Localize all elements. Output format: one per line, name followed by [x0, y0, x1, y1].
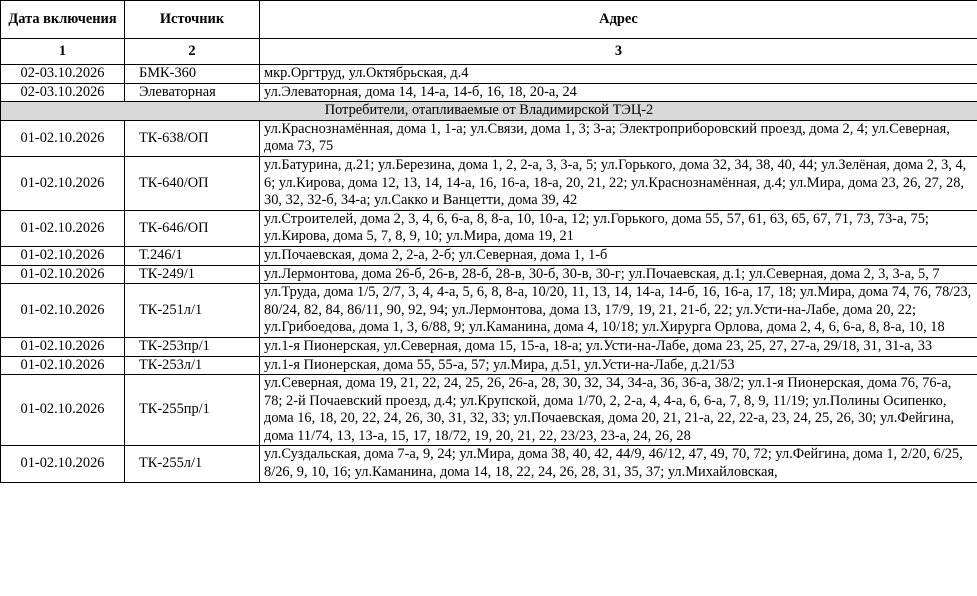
row-address: мкр.Оргтруд, ул.Октябрьская, д.4	[260, 65, 977, 84]
row-address: ул.Северная, дома 19, 21, 22, 24, 25, 26, 26-а, 28, 30, 32, 34, 34-а, 36, 36-а, 38/2; ул.1-я Пионерская, дома 76, 76-а, 78; 2-й Почаевский проезд, д.4; ул.Крупской, дома 1/70, 2, 2-а, 4, 4-а, 6, 6-а, 7, 8, 9, 11/19; ул.Полины Осипенко, дома 16, 18, 20, 22, 24, 26, 30, 31, 32, 33; ул.Почаевская, дома 20, 21, 21-а, 22, 22-а, 23, 24, 25, 26, 30; ул.Фейгина, дома 11/74, 13, 13-а, 15, 17, 18/72, 19, 20, 21, 22, 23/23, 23-а, 24, 26, 28	[260, 375, 977, 446]
row-address: ул.Труда, дома 1/5, 2/7, 3, 4, 4-а, 5, 6, 8, 8-а, 10/20, 11, 13, 14, 14-а, 14-б, 16, 16-а, 17, 18; ул.Мира, дома 74, 76, 78/23, 80/24, 82, 84, 86/11, 90, 92, 94; ул.Лермонтова, дома 13, 17/9, 19, 21, 21-б, 22; ул.Усти-на-Лабе, дома 20, 22; ул.Грибоедова, дома 1, 3, 6/88, 9; ул.Каманина, дома 4, 10/18; ул.Хирурга Орлова, дома 2, 4, 6, 6-а, 8, 8-а, 10, 18	[260, 284, 977, 338]
row-date: 01-02.10.2026	[1, 156, 125, 210]
row-source: Т.246/1	[125, 246, 260, 265]
row-source: ТК-255л/1	[125, 446, 260, 482]
header-address: Адрес	[260, 1, 977, 39]
table-row	[1, 246, 977, 265]
row-source: ТК-646/ОП	[125, 210, 260, 246]
row-address: ул.Суздальская, дома 7-а, 9, 24; ул.Мира, дома 38, 40, 42, 44/9, 46/12, 47, 49, 70, 72; ул.Фейгина, дома 1, 2/20, 6/25, 8/26, 9, 10, 16; ул.Каманина, дома 14, 18, 22, 24, 26, 28, 31, 35, 37; ул.Михайловская,	[260, 446, 977, 482]
table-row	[1, 284, 977, 338]
table-row	[1, 120, 977, 156]
header-date: Дата включения	[1, 1, 125, 39]
table-row	[1, 356, 977, 375]
row-address: ул.Батурина, д.21; ул.Березина, дома 1, 2, 2-а, 3, 3-а, 5; ул.Горького, дома 32, 34, 38, 40, 44; ул.Зелёная, дома 2, 3, 4, 6; ул.Кирова, дома 12, 13, 14, 14-а, 16, 16-а, 18-а, 20, 21, 22; ул.Краснознамённая, д.4; ул.Мира, дома 23, 26, 27, 28, 30, 32, 32-б, 34-а; ул.Сакко и Ванцетти, дома 39, 42	[260, 156, 977, 210]
row-date: 01-02.10.2026	[1, 375, 125, 446]
table-row	[1, 210, 977, 246]
row-date: 01-02.10.2026	[1, 446, 125, 482]
group-title: Потребители, отапливаемые от Владимирской ТЭЦ-2	[1, 102, 977, 121]
row-date: 02-03.10.2026	[1, 83, 125, 102]
column-number-1: 1	[1, 39, 125, 65]
row-date: 01-02.10.2026	[1, 356, 125, 375]
row-address: ул.Строителей, дома 2, 3, 4, 6, 6-а, 8, 8-а, 10, 10-а, 12; ул.Горького, дома 55, 57, 61, 63, 65, 67, 71, 73, 73-а, 75; ул.Кирова, дома 5, 7, 8, 9, 10; ул.Мира, дома 19, 21	[260, 210, 977, 246]
column-number-2: 2	[125, 39, 260, 65]
table-row	[1, 375, 977, 446]
header-source: Источник	[125, 1, 260, 39]
row-source: БМК-360	[125, 65, 260, 84]
row-address: ул.Элеваторная, дома 14, 14-а, 14-б, 16, 18, 20-а, 24	[260, 83, 977, 102]
header-row	[1, 1, 977, 39]
table-row	[1, 83, 977, 102]
row-date: 01-02.10.2026	[1, 210, 125, 246]
group-header-row	[1, 102, 977, 121]
row-address: ул.Лермонтова, дома 26-б, 26-в, 28-б, 28-в, 30-б, 30-в, 30-г; ул.Почаевская, д.1; ул.Северная, дома 2, 3, 3-а, 5, 7	[260, 265, 977, 284]
row-address: ул.Почаевская, дома 2, 2-а, 2-б; ул.Северная, дома 1, 1-б	[260, 246, 977, 265]
row-source: ТК-255пр/1	[125, 375, 260, 446]
row-date: 01-02.10.2026	[1, 337, 125, 356]
row-date: 02-03.10.2026	[1, 65, 125, 84]
row-address: ул.1-я Пионерская, дома 55, 55-а, 57; ул.Мира, д.51, ул.Усти-на-Лабе, д.21/53	[260, 356, 977, 375]
row-date: 01-02.10.2026	[1, 120, 125, 156]
table-row	[1, 65, 977, 84]
row-source: ТК-253л/1	[125, 356, 260, 375]
row-source: ТК-640/ОП	[125, 156, 260, 210]
row-address: ул.Краснознамённая, дома 1, 1-а; ул.Связи, дома 1, 3; 3-а; Электроприборовский проезд, дома 2, 4; ул.Северная, дома 73, 75	[260, 120, 977, 156]
row-source: ТК-249/1	[125, 265, 260, 284]
table-row	[1, 337, 977, 356]
row-source: ТК-638/ОП	[125, 120, 260, 156]
row-date: 01-02.10.2026	[1, 246, 125, 265]
row-address: ул.1-я Пионерская, ул.Северная, дома 15, 15-а, 18-а; ул.Усти-на-Лабе, дома 23, 25, 27, 27-а, 29/18, 31, 31-а, 33	[260, 337, 977, 356]
row-source: Элеваторная	[125, 83, 260, 102]
table-row	[1, 446, 977, 482]
column-number-row	[1, 39, 977, 65]
row-source: ТК-251л/1	[125, 284, 260, 338]
row-source: ТК-253пр/1	[125, 337, 260, 356]
column-number-3: 3	[260, 39, 977, 65]
table-row	[1, 265, 977, 284]
row-date: 01-02.10.2026	[1, 265, 125, 284]
table-row	[1, 156, 977, 210]
row-date: 01-02.10.2026	[1, 284, 125, 338]
